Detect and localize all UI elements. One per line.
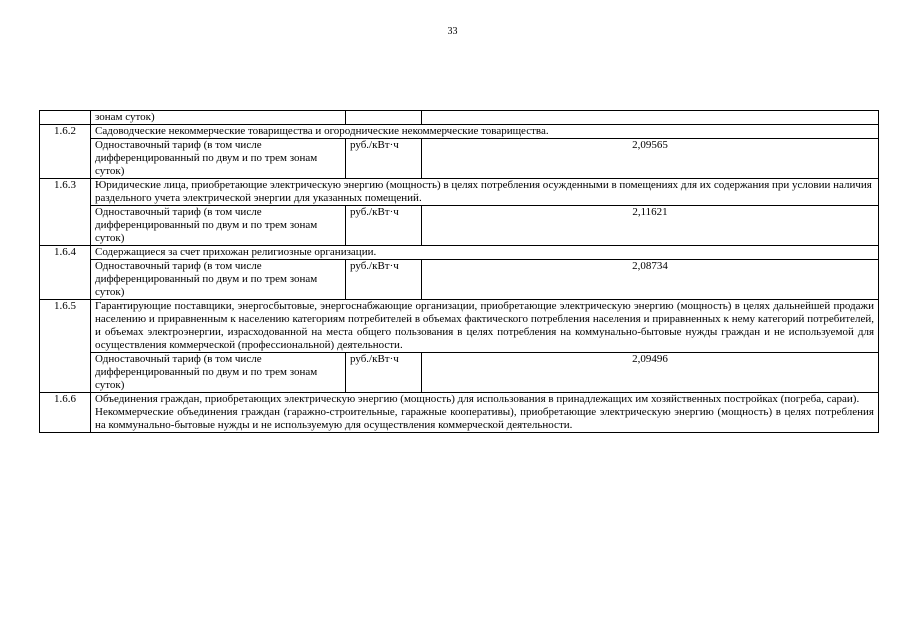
tariff-name-cell: зонам суток) <box>91 111 346 125</box>
tariff-value: 2,11621 <box>422 206 879 246</box>
tariff-unit: руб./кВт·ч <box>346 206 422 246</box>
section-paragraph: Некоммерческие объединения граждан (гаражно-строительные, гаражные кооперативы), приобретающие электрическую энергию (мощность) в целях потребления на коммунально-бытовые нужды и не используемую для осуществления коммерческой деятельности. <box>95 406 874 431</box>
unit-cell <box>346 111 422 125</box>
section-paragraph: Объединения граждан, приобретающих электрическую энергию (мощность) для использования в принадлежащих им хозяйственных постройках (погреба, сараи). <box>95 393 860 405</box>
section-number: 1.6.4 <box>40 246 91 300</box>
tariff-value: 2,08734 <box>422 260 879 300</box>
tariff-unit: руб./кВт·ч <box>346 260 422 300</box>
section-description: Содержащиеся за счет прихожан религиозные организации. <box>91 246 879 260</box>
tariff-row <box>40 353 879 393</box>
section-number: 1.6.5 <box>40 300 91 393</box>
tariff-value: 2,09496 <box>422 353 879 393</box>
section-header-row <box>40 300 879 353</box>
row-number-cell <box>40 111 91 125</box>
section-number: 1.6.2 <box>40 125 91 179</box>
tariff-row <box>40 139 879 179</box>
section-description: Гарантирующие поставщики, энергосбытовые, энергоснабжающие организации, приобретающие электрическую энергию (мощность) в целях дальнейшей продажи населению и приравненным к населению категориям потребителей в объемах фактического потребления населения и приравненных к нему категорий потребителей, и объемах электроэнергии, израсходованной на места общего пользования в целях потребления на коммунально-бытовые нужды граждан и не используемой для осуществления коммерческой (профессиональной) деятельности. <box>91 300 879 353</box>
tariff-name: Одноставочный тариф (в том числе дифференцированный по двум и по трем зонам суток) <box>91 260 346 300</box>
section-description <box>91 393 879 433</box>
tariff-name: Одноставочный тариф (в том числе дифференцированный по двум и по трем зонам суток) <box>91 206 346 246</box>
tariff-value: 2,09565 <box>422 139 879 179</box>
section-header-row <box>40 393 879 433</box>
tariff-row <box>40 260 879 300</box>
tariff-name: Одноставочный тариф (в том числе дифференцированный по двум и по трем зонам суток) <box>91 353 346 393</box>
value-cell <box>422 111 879 125</box>
section-description: Юридические лица, приобретающие электрическую энергию (мощность) в целях потребления осужденными в помещениях для их содержания при условии наличия раздельного учета электрической энергии для указанных помещений. <box>91 179 879 206</box>
tariff-unit: руб./кВт·ч <box>346 353 422 393</box>
section-header-row <box>40 179 879 206</box>
continuation-row <box>40 111 879 125</box>
section-header-row <box>40 246 879 260</box>
page-number: 33 <box>447 26 458 37</box>
section-number: 1.6.6 <box>40 393 91 433</box>
tariff-unit: руб./кВт·ч <box>346 139 422 179</box>
section-description: Садоводческие некоммерческие товарищества и огороднические некоммерческие товарищества. <box>91 125 879 139</box>
tariff-table <box>39 110 879 433</box>
tariff-name: Одноставочный тариф (в том числе дифференцированный по двум и по трем зонам суток) <box>91 139 346 179</box>
section-header-row <box>40 125 879 139</box>
tariff-row <box>40 206 879 246</box>
section-number: 1.6.3 <box>40 179 91 246</box>
